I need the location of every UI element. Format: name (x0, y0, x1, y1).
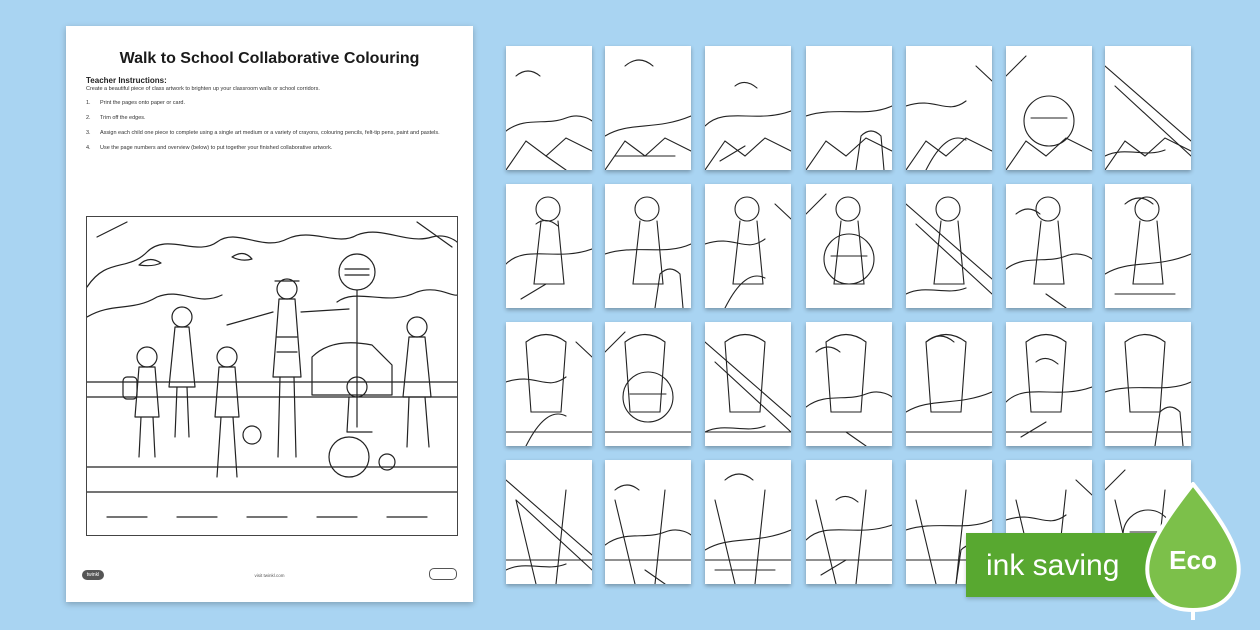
coloring-tile (705, 322, 791, 446)
instruction-step: 3. Assign each child one piece to complete using a single art medium or a variety of crayons, colouring pencils, felt-tip pens, paint and pastels. (86, 130, 440, 136)
coloring-tile (1006, 322, 1092, 446)
ink-saving-label: ink saving (986, 549, 1120, 582)
coloring-tile (605, 184, 691, 308)
footer-url: visit twinkl.com (254, 573, 285, 578)
coloring-tile (1105, 184, 1191, 308)
instructions-heading: Teacher Instructions: (86, 76, 167, 85)
coloring-tile (506, 46, 592, 170)
coloring-tile (906, 46, 992, 170)
coloring-tile (806, 322, 892, 446)
sheet-title: Walk to School Collaborative Colouring (119, 50, 420, 67)
coloring-tile (506, 460, 592, 584)
coloring-tile (705, 184, 791, 308)
coloring-tile (506, 322, 592, 446)
coloring-tile (506, 184, 592, 308)
coloring-tile (1006, 184, 1092, 308)
instructions-intro: Create a beautiful piece of class artwork to brighten up your classroom walls or school corridors. (86, 86, 320, 92)
coloring-tile (605, 460, 691, 584)
coloring-tile (806, 460, 892, 584)
coloring-tile (806, 46, 892, 170)
instruction-step: 4. Use the page numbers and overview (below) to put together your finished collaborative artwork. (86, 145, 333, 151)
coloring-tile (806, 184, 892, 308)
coloring-tile (1006, 46, 1092, 170)
coloring-tile (605, 322, 691, 446)
coloring-tile (605, 46, 691, 170)
instruction-step: 1. Print the pages onto paper or card. (86, 100, 185, 106)
coloring-tile (705, 460, 791, 584)
coloring-tile (906, 184, 992, 308)
coloring-tile (1105, 46, 1191, 170)
twinkl-logo: twinkl (82, 570, 104, 580)
coloring-tile (1105, 322, 1191, 446)
eco-label: Eco (1169, 545, 1217, 575)
coloring-tile (906, 322, 992, 446)
instruction-step: 2. Trim off the edges. (86, 115, 146, 121)
coloring-tile (705, 46, 791, 170)
